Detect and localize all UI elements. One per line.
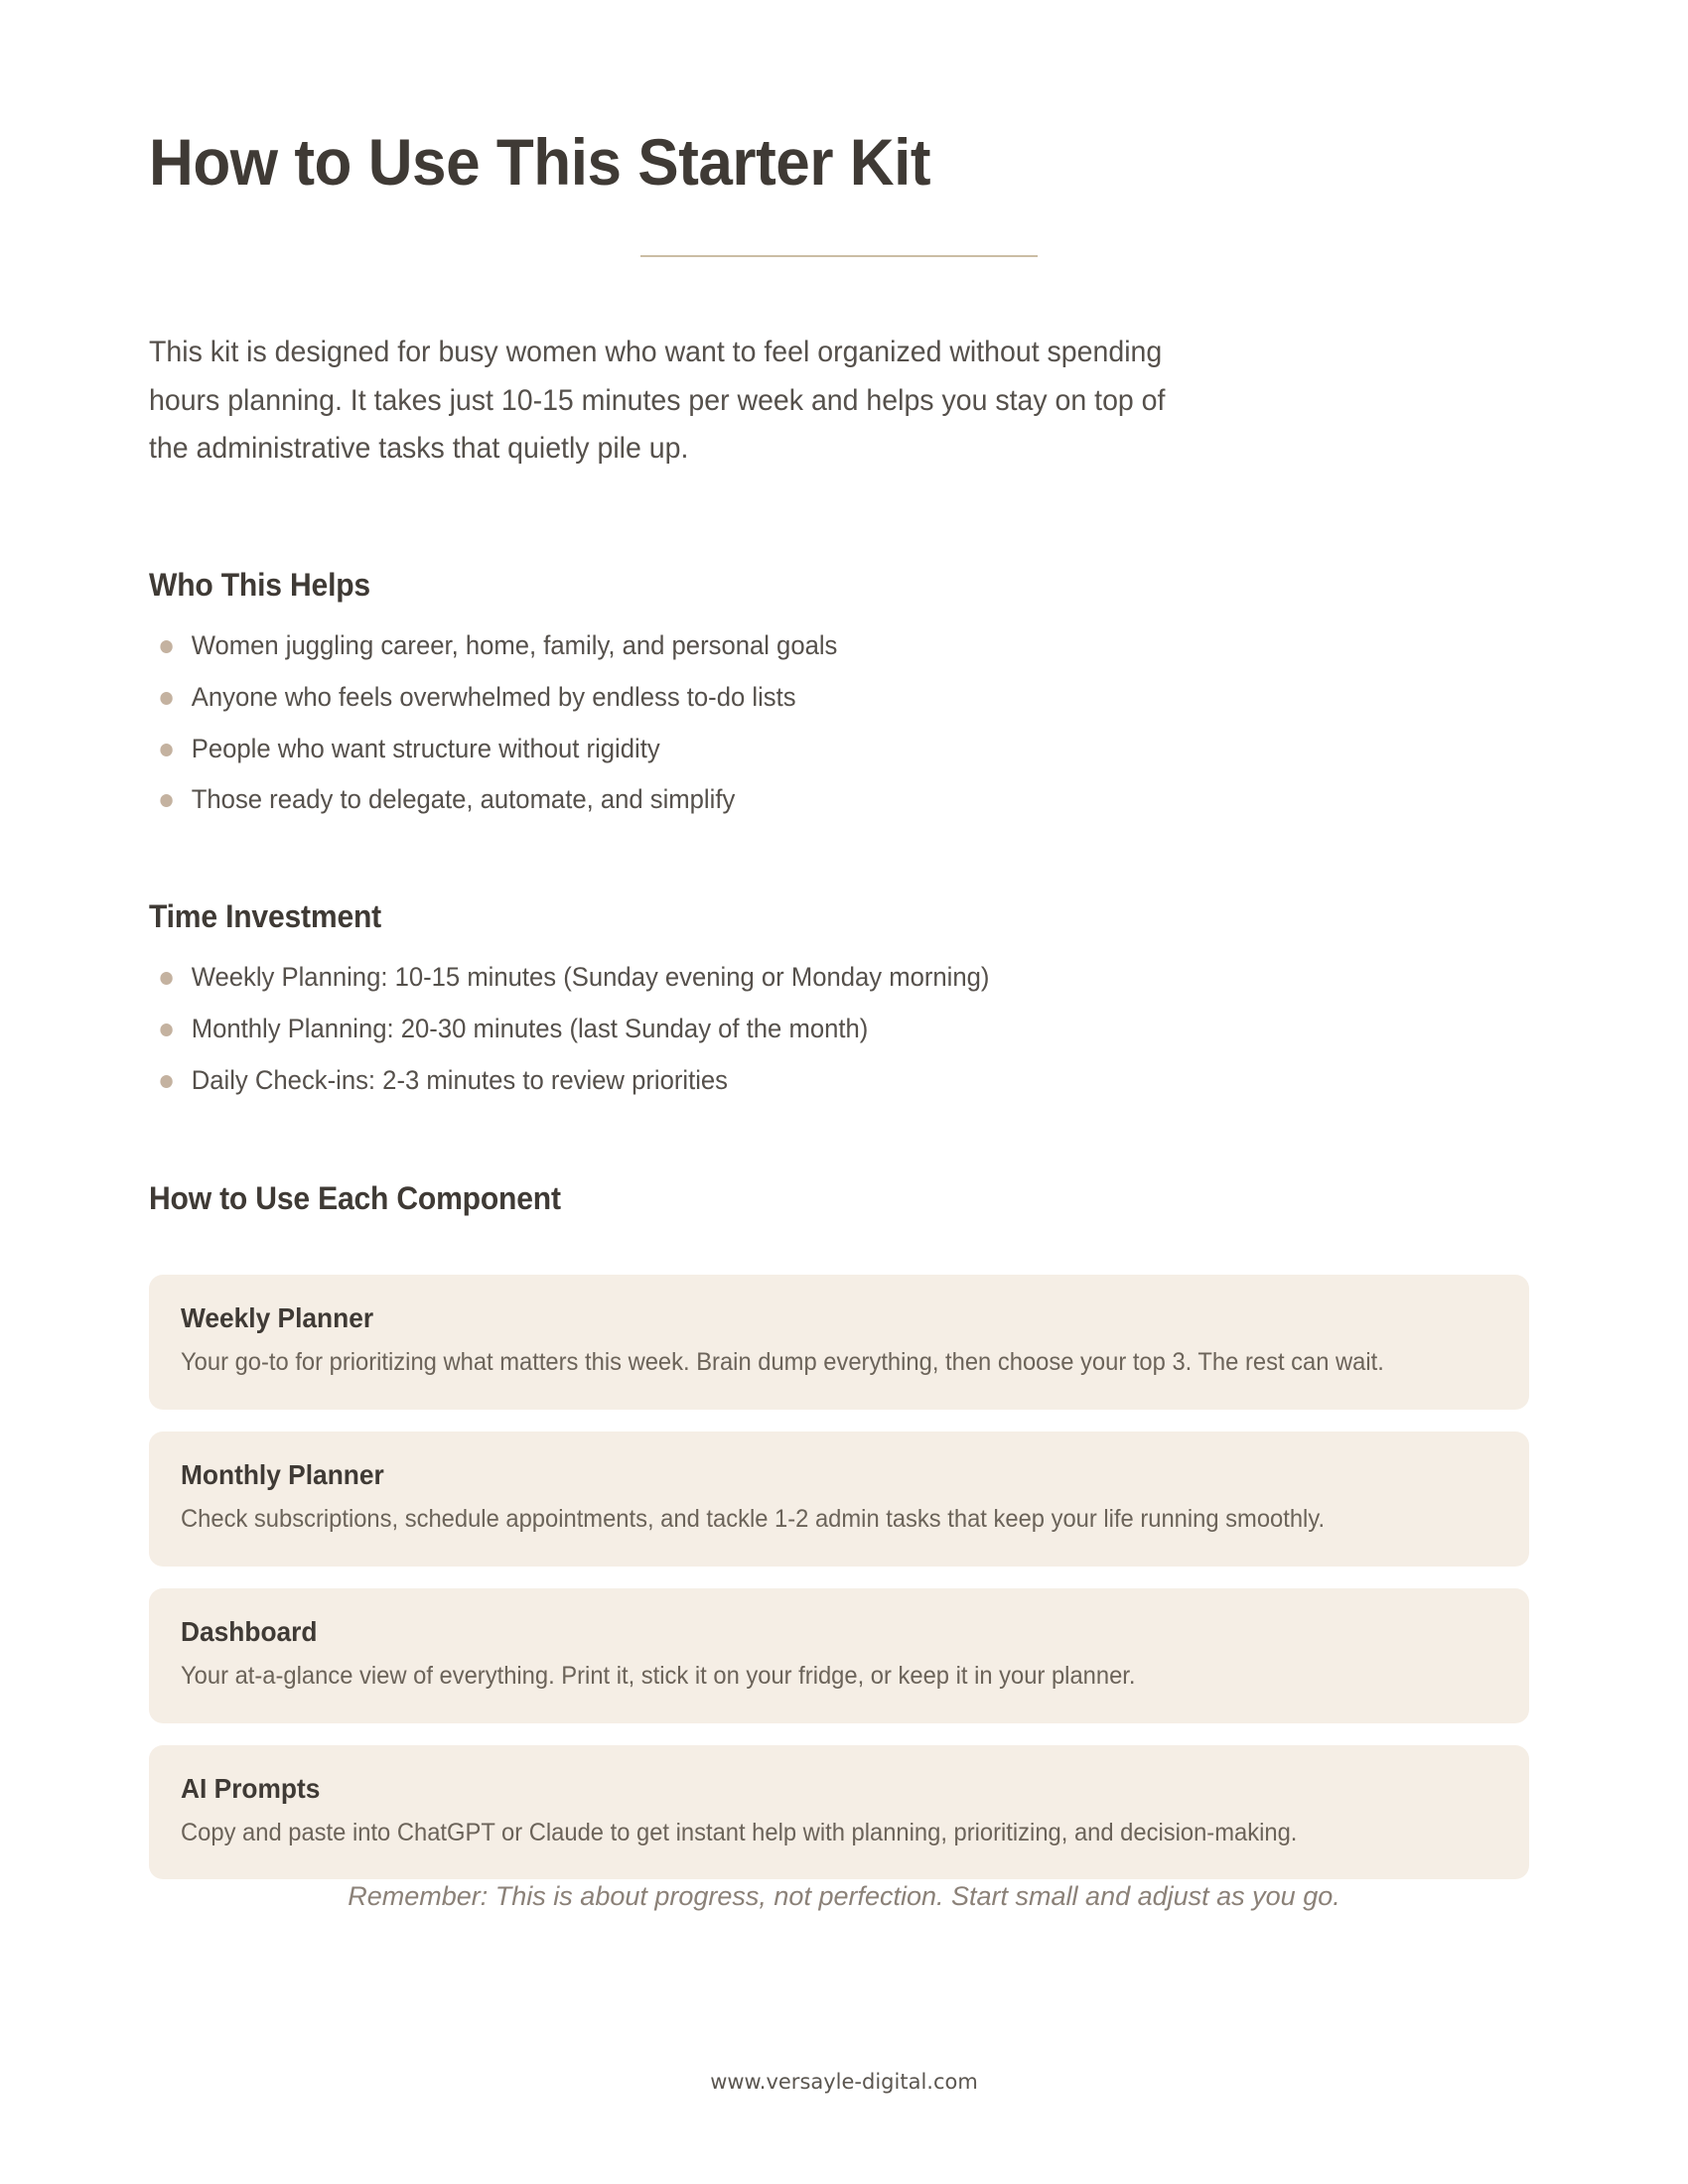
list-item-label: Anyone who feels overwhelmed by endless to-do lists: [191, 681, 796, 712]
section-heading-who-this-helps: Who This Helps: [149, 567, 370, 604]
component-card-ai-prompts: [149, 1745, 1529, 1880]
section-heading-time-investment: Time Investment: [149, 898, 382, 935]
bullet-dot-icon: [160, 692, 172, 705]
title-divider: [640, 255, 1038, 257]
list-item-label: Monthly Planning: 20-30 minutes (last Sunday of the month): [191, 1013, 869, 1043]
time-investment-list: [149, 935, 1529, 1097]
list-item-label: People who want structure without rigidity: [191, 733, 660, 763]
component-card-stack: [149, 1217, 1529, 1879]
list-item-label: Women juggling career, home, family, and personal goals: [191, 630, 838, 661]
list-item-label: Those ready to delegate, automate, and simplify: [191, 784, 736, 815]
bullet-dot-icon: [160, 744, 172, 756]
footer-url: www.versayle-digital.com: [710, 2070, 978, 2094]
card-description: Copy and paste into ChatGPT or Claude to get instant help with planning, prioritizing, and decision-making.: [181, 1818, 1298, 1846]
list-item: [149, 1064, 1461, 1098]
list-item: [149, 961, 1461, 995]
card-title: Monthly Planner: [181, 1459, 384, 1491]
card-title: Weekly Planner: [181, 1302, 374, 1334]
card-description: Check subscriptions, schedule appointments, and tackle 1-2 admin tasks that keep your life running smoothly.: [181, 1505, 1326, 1534]
intro-paragraph: This kit is designed for busy women who want to feel organized without spending hours planning. It takes just 10-15 minutes per week and helps you stay on top of the administrative tasks that quietly pile up.: [149, 336, 1166, 466]
card-title: AI Prompts: [181, 1772, 321, 1804]
card-description: Your at-a-glance view of everything. Print it, stick it on your fridge, or keep it in your planner.: [181, 1661, 1136, 1690]
bullet-dot-icon: [160, 1075, 172, 1088]
component-card-weekly-planner: [149, 1275, 1529, 1410]
list-item: [149, 783, 1461, 817]
list-item: [149, 681, 1461, 715]
card-title: Dashboard: [181, 1615, 318, 1647]
document-content: [149, 0, 1529, 1901]
list-item: [149, 1013, 1461, 1046]
list-item: [149, 733, 1461, 766]
page-title: How to Use This Starter Kit: [149, 125, 931, 199]
section-heading-components: How to Use Each Component: [149, 1180, 561, 1217]
bullet-dot-icon: [160, 972, 172, 985]
component-card-dashboard: [149, 1588, 1529, 1723]
list-item: [149, 629, 1461, 663]
bullet-dot-icon: [160, 794, 172, 807]
bullet-dot-icon: [160, 640, 172, 653]
bullet-dot-icon: [160, 1024, 172, 1036]
list-item-label: Daily Check-ins: 2-3 minutes to review priorities: [191, 1064, 729, 1095]
card-description: Your go-to for prioritizing what matters this week. Brain dump everything, then choose your top 3. The rest can wait.: [181, 1348, 1384, 1377]
footer-note: Remember: This is about progress, not perfection. Start small and adjust as you go.: [348, 1881, 1340, 1911]
list-item-label: Weekly Planning: 10-15 minutes (Sunday evening or Monday morning): [191, 962, 990, 993]
who-this-helps-list: [149, 604, 1529, 817]
component-card-monthly-planner: [149, 1432, 1529, 1567]
